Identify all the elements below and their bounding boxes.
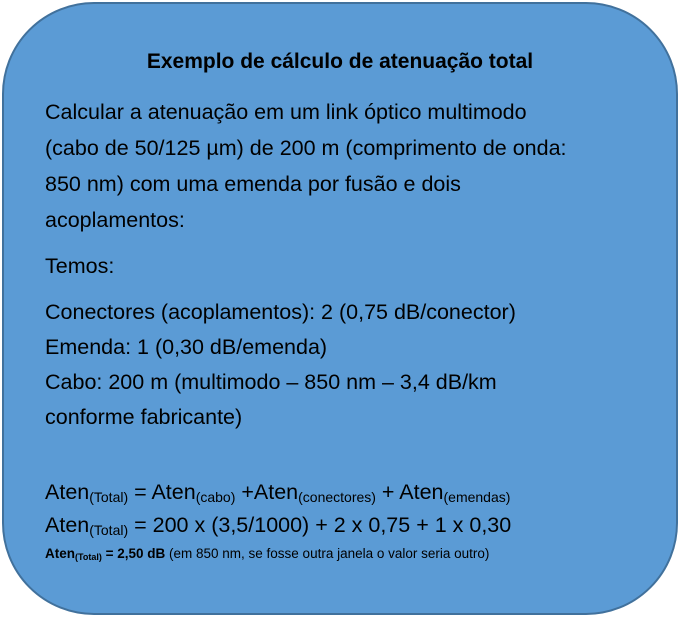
card-title: Exemplo de cálculo de atenuação total — [146, 50, 534, 73]
item-cable: Cabo: 200 m (multimodo – 850 nm – 3,4 dB/km — [45, 370, 497, 394]
given-values — [45, 295, 655, 435]
temos-label: Temos: — [45, 254, 115, 278]
problem-statement — [45, 94, 655, 238]
intro-line-4: acoplamentos: — [45, 208, 185, 232]
example-card — [2, 2, 678, 615]
item-connectors: Conectores (acoplamentos): 2 (0,75 dB/conector) — [45, 300, 516, 324]
formula-result: Aten(Total) = 2,50 dB (em 850 nm, se fosse outra janela o valor seria outro) — [45, 546, 490, 562]
item-cable-cont: conforme fabricante) — [45, 405, 243, 429]
intro-line-3: 850 nm) com uma emenda por fusão e dois — [45, 172, 461, 196]
item-splice: Emenda: 1 (0,30 dB/emenda) — [45, 335, 328, 359]
intro-line-2: (cabo de 50/125 µm) de 200 m (comprimento de onda: — [45, 136, 567, 160]
formula-general: Aten$_{(Total)}$ = Aten$_{(cabo)}$ +Aten$_{(conectores)}$ + Aten$_{(emendas)}$ — [45, 480, 511, 505]
formula-substituted: Aten$_{(Total)}$ = 200 x (3,5/1000) + 2 x 0,75 + 1 x 0,30 — [45, 513, 512, 538]
intro-line-1: Calcular a atenuação em um link óptico multimodo — [45, 100, 527, 124]
